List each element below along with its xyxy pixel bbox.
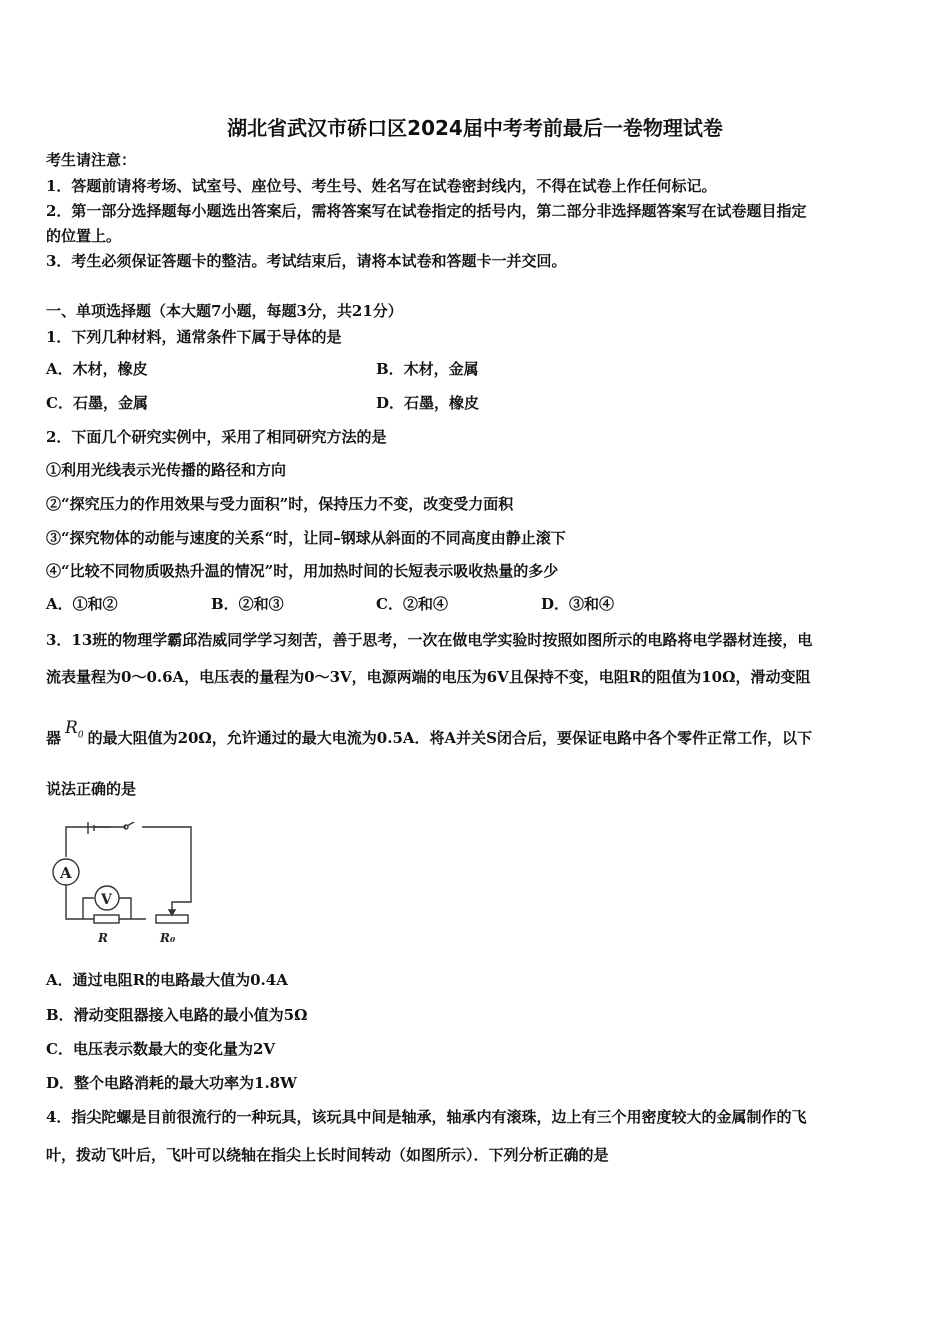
section-heading: 一、单项选择题（本大题7小题，每题3分，共21分）	[46, 302, 403, 320]
notice-item: 3．考生必须保证答题卡的整洁。考试结束后，请将本试卷和答题卡一并交回。	[46, 252, 567, 270]
resistor-icon	[94, 915, 119, 923]
q3-option-c: C．电压表示数最大的变化量为2V	[46, 1040, 276, 1058]
q1-stem: 1．下列几种材料，通常条件下属于导体的是	[46, 328, 342, 346]
notice-item: 1．答题前请将考场、试室号、座位号、考生号、姓名写在试卷密封线内，不得在试卷上作任何标记。	[46, 177, 717, 195]
q3-text: 器	[46, 729, 62, 747]
q2-option-c: C．②和④	[376, 595, 448, 613]
svg-text:R: R	[98, 931, 108, 945]
q2-stem: 2．下面几个研究实例中，采用了相同研究方法的是	[46, 428, 387, 446]
q3-line	[46, 718, 812, 755]
q1-option-d: D．石墨，橡皮	[376, 394, 480, 412]
q3-option-b: B．滑动变阻器接入电路的最小值为5Ω	[46, 1006, 308, 1024]
notice-item: 的位置上。	[46, 227, 122, 245]
q2-item: ②“探究压力的作用效果与受力面积”时，保持压力不变，改变受力面积	[46, 495, 514, 513]
r0-symbol: $R_0$	[65, 718, 84, 741]
wire	[142, 827, 191, 910]
q1-option-a: A．木材，橡皮	[46, 360, 148, 378]
svg-text:V: V	[101, 892, 112, 908]
q1-option-c: C．石墨，金属	[46, 394, 148, 412]
q3-text: 的最大阻值为20Ω，允许通过的最大电流为0.5A．将A并关S闭合后，要保证电路中各个零件正常工作，以下	[87, 729, 812, 747]
q3-line: 流表量程为0～0.6A，电压表的量程为0～3V，电源两端的电压为6V且保持不变，电阻R的阻值为10Ω，滑动变阻	[46, 668, 811, 686]
page-title: 湖北省武汉市硚口区2024届中考考前最后一卷物理试卷	[227, 116, 723, 140]
q2-option-a: A．①和②	[46, 595, 118, 613]
q2-item: ③“探究物体的动能与速度的关系“时，让同–钢球从斜面的不同高度由静止滚下	[46, 529, 566, 547]
q3-line: 说法正确的是	[46, 780, 137, 798]
notice-heading: 考生请注意：	[46, 151, 137, 169]
q2-option-d: D．③和④	[541, 595, 615, 613]
q2-option-b: B．②和③	[211, 595, 284, 613]
svg-text:R₀: R₀	[160, 931, 176, 945]
q2-item: ④“比较不同物质吸热升温的情况”时，用加热时间的长短表示吸收热量的多少	[46, 562, 559, 580]
q2-item: ①利用光线表示光传播的路径和方向	[46, 461, 287, 479]
q3-line: 3．13班的物理学霸邱浩威同学学习刻苦，善于思考，一次在做电学实验时按照如图所示的电路将电学器材连接，电	[46, 631, 813, 649]
q1-option-b: B．木材，金属	[376, 360, 479, 378]
q3-option-d: D．整个电路消耗的最大功率为1.8W	[46, 1074, 297, 1092]
notice-item: 2．第一部分选择题每小题选出答案后，需将答案写在试卷指定的括号内，第二部分非选择题答案写在试卷题目指定	[46, 202, 807, 220]
q4-line: 叶，拨动飞叶后，飞叶可以绕轴在指尖上长时间转动（如图所示）．下列分析正确的是	[46, 1146, 609, 1164]
circuit-diagram	[46, 822, 206, 950]
q4-line: 4．指尖陀螺是目前很流行的一种玩具，该玩具中间是轴承，轴承内有滚珠，边上有三个用密度较大的金属制作的飞	[46, 1108, 807, 1126]
q3-option-a: A．通过电阻R的电路最大值为0.4A	[46, 971, 288, 989]
svg-text:A: A	[60, 864, 72, 882]
